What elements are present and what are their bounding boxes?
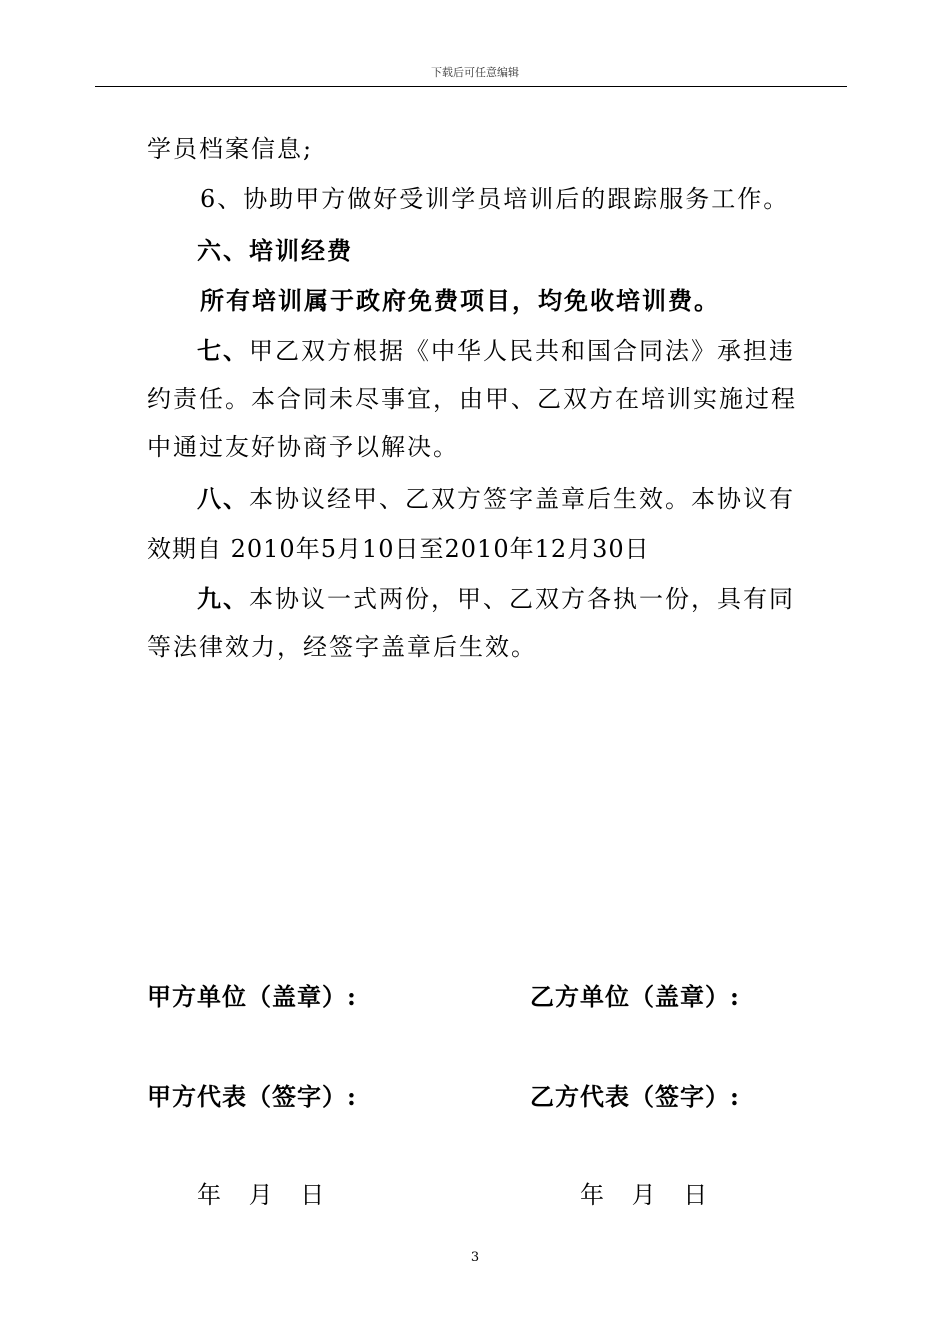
paragraph-free-training: 所有培训属于政府免费项目，均免收培训费。: [200, 286, 720, 315]
paragraph-item-9-line1: [197, 584, 795, 614]
paragraph-student-records: 学员档案信息;: [147, 135, 314, 163]
party-b-rep-label: 乙方代表（签字）:: [530, 1082, 740, 1111]
item-9-text: 本协议一式两份，甲、乙双方各执一份，具有同: [249, 585, 795, 613]
paragraph-item-7-line1: [197, 336, 795, 366]
paragraph-item-7-line3: 中通过友好协商予以解决。: [147, 433, 459, 461]
party-a-unit-label: 甲方单位（盖章）:: [147, 982, 357, 1011]
party-a-date: 年 月 日: [197, 1181, 335, 1209]
page-header: 下载后可任意编辑: [431, 66, 519, 79]
paragraph-item-9-line2: 等法律效力，经签字盖章后生效。: [147, 633, 537, 661]
item-7-text: 甲乙双方根据《中华人民共和国合同法》承担违: [249, 337, 795, 365]
paragraph-item-8-line1: [197, 484, 795, 514]
paragraph-item-6: 6、协助甲方做好受训学员培训后的跟踪服务工作。: [200, 185, 790, 213]
item-8-label: 八、: [197, 484, 249, 513]
party-b-date: 年 月 日: [580, 1181, 718, 1209]
item-7-label: 七、: [197, 336, 249, 365]
item-8-text: 本协议经甲、乙双方签字盖章后生效。本协议有: [249, 485, 795, 513]
header-divider: [95, 86, 847, 87]
item-9-label: 九、: [197, 584, 249, 613]
party-a-rep-label: 甲方代表（签字）:: [147, 1082, 357, 1111]
page-number: 3: [470, 1250, 480, 1265]
party-b-unit-label: 乙方单位（盖章）:: [530, 982, 740, 1011]
paragraph-item-8-line2: 效期自 2010年5月10日至2010年12月30日: [147, 535, 650, 563]
paragraph-item-7-line2: 约责任。本合同未尽事宜，由甲、乙双方在培训实施过程: [147, 385, 797, 413]
heading-training-fees: 六、培训经费: [197, 236, 353, 265]
